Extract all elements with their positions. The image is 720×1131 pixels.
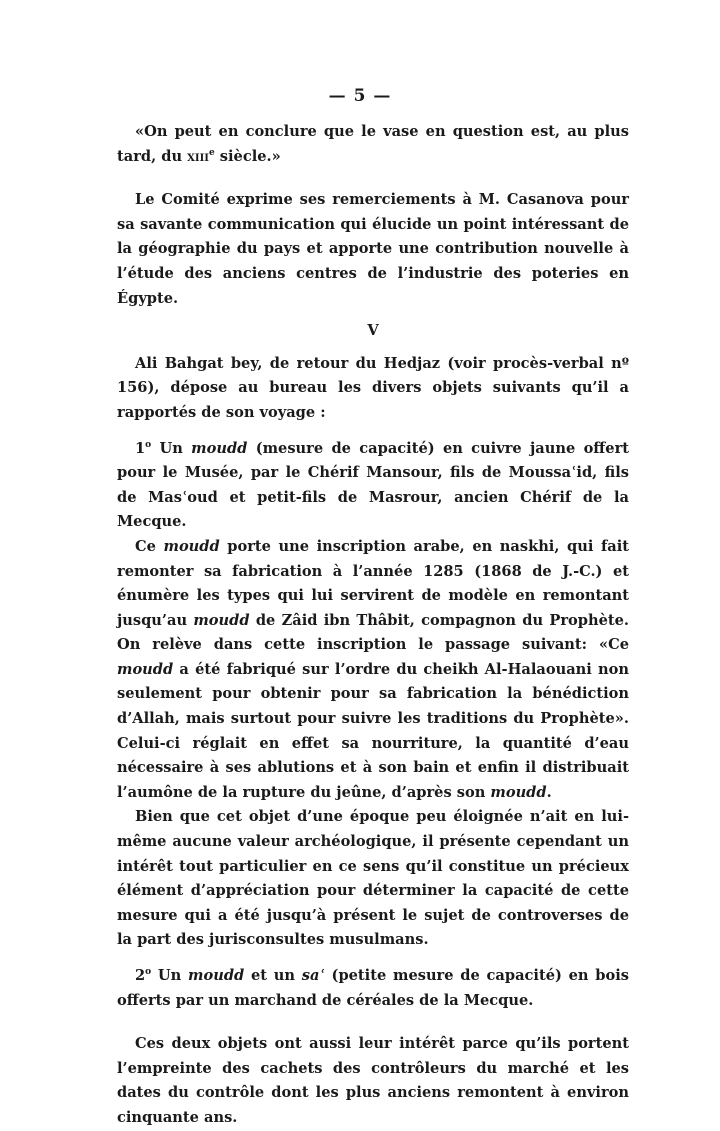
paragraph-item-1	[117, 437, 629, 535]
item-2-term-2: saʿ	[301, 967, 325, 984]
inscription-term-3: moudd	[117, 660, 174, 678]
inscription-term-4: moudd	[490, 783, 547, 801]
inscription-text-a: Ce	[135, 537, 164, 555]
inscription-term-2: moudd	[193, 611, 250, 629]
century-roman: xiii	[187, 147, 209, 165]
item-1-superscript: o	[145, 439, 152, 450]
paragraph-archaeological-value: Bien que cet objet d’une époque peu éloignée n’ait en lui-même aucune valeur archéologique, il présente cependant un intérêt tout particulier en ce sens qu’il constitue un précieux élément d’appréciation pour déterminer la capacité de cette mesure qui a été jusqu’à présent le sujet de controverses de la part des jurisconsultes musulmans.	[117, 808, 629, 949]
page-number: — 5 —	[328, 86, 392, 106]
item-2-superscript: o	[145, 967, 152, 978]
paragraph-item-2	[117, 964, 629, 1013]
paragraph-committee: Le Comité exprime ses remerciements à M. Casanova pour sa savante communication qui élucide un point intéressant de la géographie du pays et apporte une contribution nouvelle à l’étude des anciens centres de l’industrie des poteries en Égypte.	[117, 191, 629, 307]
item-2-term-1: moudd	[188, 967, 245, 984]
body-text	[117, 120, 629, 1131]
inscription-text-b: porte une inscription arabe, en naskhi, qui fait remonter sa fabrication à l’année 1285 (1868 de J.-C.) et énumère les types qui lui servirent de modèle en remontant jusqu’au	[117, 537, 630, 629]
century-superscript: e	[208, 147, 215, 158]
item-1-text-b: (mesure de capacité) en cuivre jaune offert pour le Musée, par le Chérif Mansour, fils de Moussaʿid, fils de Masʿoud et petit-fils de Masrour, ancien Chérif de la Mecque.	[117, 439, 629, 531]
paragraph-quote-conclusion	[117, 120, 629, 169]
inscription-text-e: .	[546, 783, 552, 801]
item-2-text-c: (petite mesure de capacité) en bois offerts par un marchand de céréales de la Mecque.	[117, 967, 629, 1009]
item-1-number: 1	[135, 439, 146, 457]
inscription-term-1: moudd	[163, 537, 220, 555]
inscription-text-d: a été fabriqué sur l’ordre du cheikh Al-Halaouani non seulement pour obtenir pour sa fabrication la bénédiction d’Allah, mais surtout pour suivre les traditions du Prophète». Celui-ci réglait en effet sa nourriture, la quantité d’eau nécessaire à ses ablutions et à son bain et enfin il distribuait l’aumône de la rupture du jeûne, d’après son	[117, 660, 629, 801]
section-heading: V	[367, 322, 379, 340]
quote-text: «On peut en conclure que le vase en question est, au plus tard, du	[117, 123, 629, 165]
item-2-text-b: et un	[244, 967, 302, 984]
paragraph-ali-bahgat: Ali Bahgat bey, de retour du Hedjaz (voir procès-verbal nº 156), dépose au bureau les divers objets suivants qu’il a rapportés de son voyage :	[117, 354, 629, 421]
paragraph-stamps: Ces deux objets ont aussi leur intérêt parce qu’ils portent l’empreinte des cachets des contrôleurs du marché et les dates du contrôle dont les plus anciens remontent à environ cinquante ans.	[117, 1035, 629, 1126]
item-2-text-a: Un	[151, 967, 189, 984]
item-1-text-a: Un	[151, 439, 192, 457]
item-1-term: moudd	[191, 439, 248, 457]
item-2-number: 2	[135, 967, 146, 984]
inscription-text-c: de Zâid ibn Thâbit, compagnon du Prophète. On relève dans cette inscription le passage suivant: «Ce	[117, 611, 629, 654]
quote-end: siècle.»	[214, 147, 281, 165]
paragraph-inscription	[117, 535, 629, 806]
